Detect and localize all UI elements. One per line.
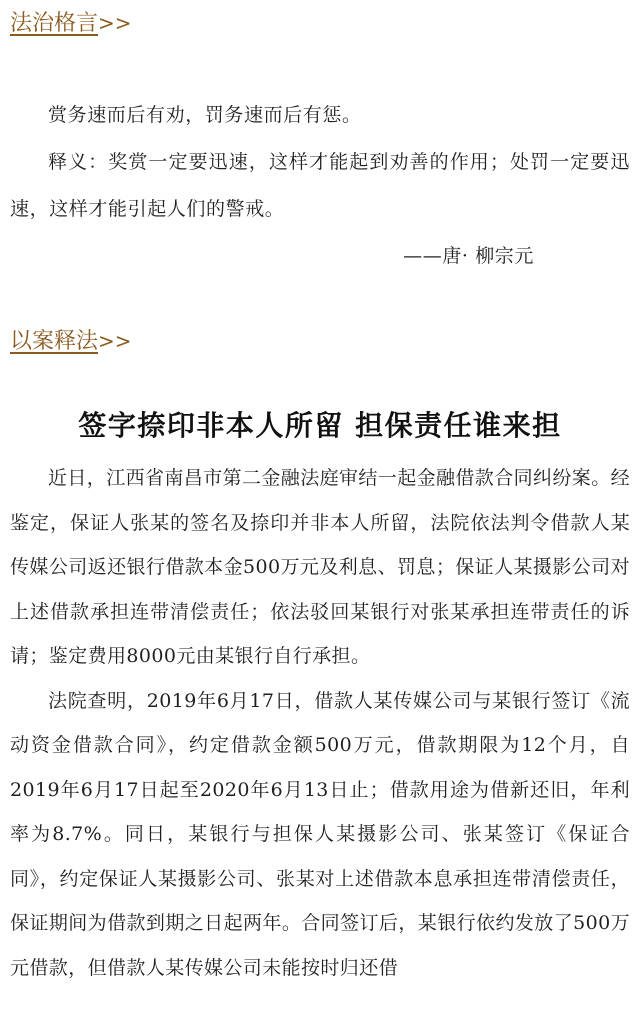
section-header-maxims — [10, 8, 132, 39]
double-chevron-right-icon: >> — [98, 329, 132, 353]
maxim-explanation: 释义：奖赏一定要迅速，这样才能起到劝善的作用；处罚一定要迅速，这样才能引起人们的警戒。 — [10, 151, 630, 220]
article-paragraph: 法院查明，2019年6月17日，借款人某传媒公司与某银行签订《流动资金借款合同》，约定借款金额500万元，借款期限为12个月，自2019年6月17日起至2020年6月13日止；借款用途为借新还旧，年利率为8.7%。同日，某银行与担保人某摄影公司、张某签订《保证合同》，约定保证人某摄影公司、张某对上述借款本息承担连带清偿责任，保证期间为借款到期之日起两年。合同签订后，某银行依约发放了500万元借款，但借款人某传媒公司未能按时归还借 — [10, 689, 630, 979]
article-paragraph: 近日，江西省南昌市第二金融法庭审结一起金融借款合同纠纷案。经鉴定，保证人张某的签名及捺印并非本人所留，法院依法判令借款人某传媒公司返还银行借款本金500万元及利息、罚息；保证人某摄影公司对上述借款承担连带清偿责任；依法驳回某银行对张某承担连带责任的诉请；鉴定费用8000元由某银行自行承担。 — [10, 467, 631, 667]
maxim-quote-block — [10, 92, 630, 280]
double-chevron-right-icon: >> — [98, 11, 132, 35]
section-header-cases — [10, 326, 132, 357]
maxim-quote-text: 赏务速而后有劝，罚务速而后有惩。 — [48, 104, 362, 126]
maxim-author: ——唐· 柳宗元 — [403, 245, 534, 267]
article-body — [10, 456, 630, 990]
section-title-maxims: 法治格言 — [10, 11, 99, 36]
section-title-cases: 以案释法 — [10, 329, 99, 354]
article-title: 签字捺印非本人所留 担保责任谁来担 — [78, 409, 562, 442]
